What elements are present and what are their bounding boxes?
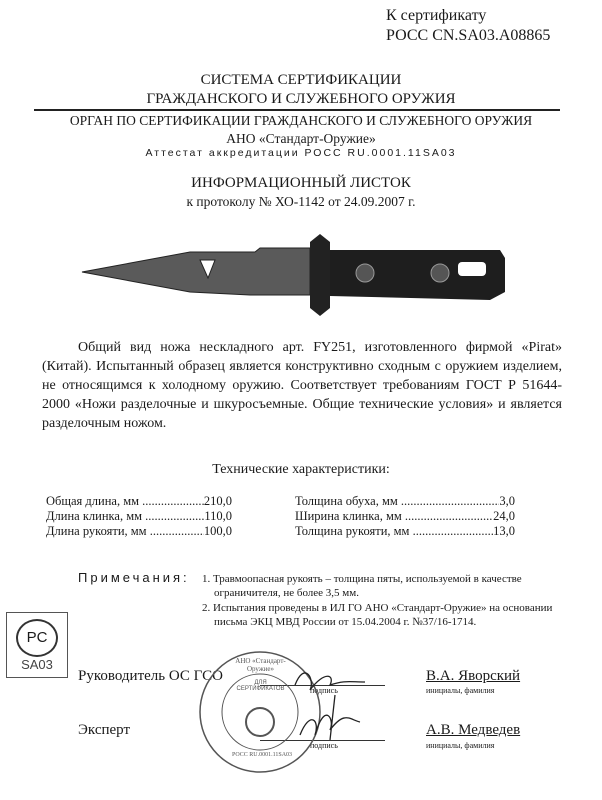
- header-rule: [34, 109, 560, 111]
- spec-label: Длина клинка, мм .....: [46, 509, 204, 524]
- protocol-reference: к протоколу № ХО-1142 от 24.09.2007 г.: [186, 194, 416, 209]
- signatory-name: В.А. Яворский: [426, 668, 521, 684]
- specs-title: Технические характеристики:: [212, 462, 390, 477]
- stamp-reg-text: РОСС RU.0001.11SA03: [231, 752, 293, 758]
- spec-label: Общая длина, мм .....: [46, 494, 204, 509]
- signature-caption: подпись: [310, 741, 338, 750]
- logo-code: SA03: [21, 657, 53, 672]
- spec-label: Толщина рукояти, мм .....: [295, 524, 493, 539]
- specs-right: [295, 494, 515, 539]
- spec-row: [295, 509, 515, 524]
- system-title-1: СИСТЕМА СЕРТИФИКАЦИИ: [200, 72, 402, 88]
- name-caption: инициалы, фамилия: [426, 686, 495, 695]
- signatory-name: А.В. Медведев: [426, 722, 521, 738]
- spec-value: 13,0: [493, 524, 515, 538]
- signature-role: Эксперт: [78, 722, 131, 738]
- handwritten-signatures: [290, 650, 380, 740]
- spec-value: 3,0: [499, 494, 515, 508]
- accreditation: Аттестат аккредитации РОСС RU.0001.11SA03: [145, 147, 457, 159]
- notes-list: [202, 572, 572, 629]
- spec-row: [46, 509, 232, 524]
- spec-row: [295, 494, 515, 509]
- rst-mark-icon: PC: [16, 619, 58, 657]
- organization-name: АНО «Стандарт-Оружие»: [226, 131, 376, 146]
- product-description: Общий вид ножа нескладного арт. FY251, изготовленного фирмой «Pirat» (Китай). Испытанный образец является конструктивно сходным с оружием изделием, не относящимся к холодному оружию. Соответствует требованиям ГОСТ Р 51644-2000 «Ножи разделочные и шкуросъемные. Общие технические условия» и является разделочным ножом.: [42, 340, 562, 431]
- specs-left: [46, 494, 232, 539]
- reference-number: РОСС CN.SA03.A08865: [386, 27, 551, 44]
- knife-image: [80, 230, 510, 320]
- certification-body: ОРГАН ПО СЕРТИФИКАЦИИ ГРАЖДАНСКОГО И СЛУЖЕБНОГО ОРУЖИЯ: [69, 113, 533, 128]
- note-item: 1. Травмоопасная рукоять – толщина пяты, используемой в качестве ограничителя, не более 3,5 мм.: [202, 573, 522, 599]
- signature-role: Руководитель ОС ГСО: [78, 668, 223, 684]
- spec-value: 110,0: [204, 509, 232, 523]
- note-item: 2. Испытания проведены в ИЛ ГО АНО «Стандарт-Оружие» на основании письма ЭКЦ МВД России от 15.04.2004 г. №37/16-1714.: [202, 602, 553, 628]
- spec-label: Толщина обуха, мм .....: [295, 494, 499, 509]
- stamp-center-text: ДЛЯ СЕРТИФИКАТОВ: [236, 680, 285, 692]
- spec-row: [295, 524, 515, 539]
- system-title-2: ГРАЖДАНСКОГО И СЛУЖЕБНОГО ОРУЖИЯ: [146, 91, 456, 107]
- spec-value: 210,0: [203, 494, 232, 508]
- spec-label: Длина рукояти, мм .....: [46, 524, 204, 539]
- notes-label: Примечания:: [78, 570, 190, 585]
- signature-caption: подпись: [310, 686, 338, 695]
- certificate-reference: [386, 6, 550, 46]
- reference-line1: К сертификату: [386, 7, 487, 24]
- rst-logo: [6, 612, 68, 678]
- spec-value: 24,0: [493, 509, 515, 523]
- spec-value: 100,0: [203, 524, 232, 538]
- spec-row: [46, 524, 232, 539]
- spec-row: [46, 494, 232, 509]
- spec-label: Ширина клинка, мм .....: [295, 509, 493, 524]
- stamp-org-text: АНО «Стандарт-Оружие»: [235, 657, 286, 673]
- name-caption: инициалы, фамилия: [426, 741, 495, 750]
- document-title: ИНФОРМАЦИОННЫЙ ЛИСТОК: [191, 175, 411, 191]
